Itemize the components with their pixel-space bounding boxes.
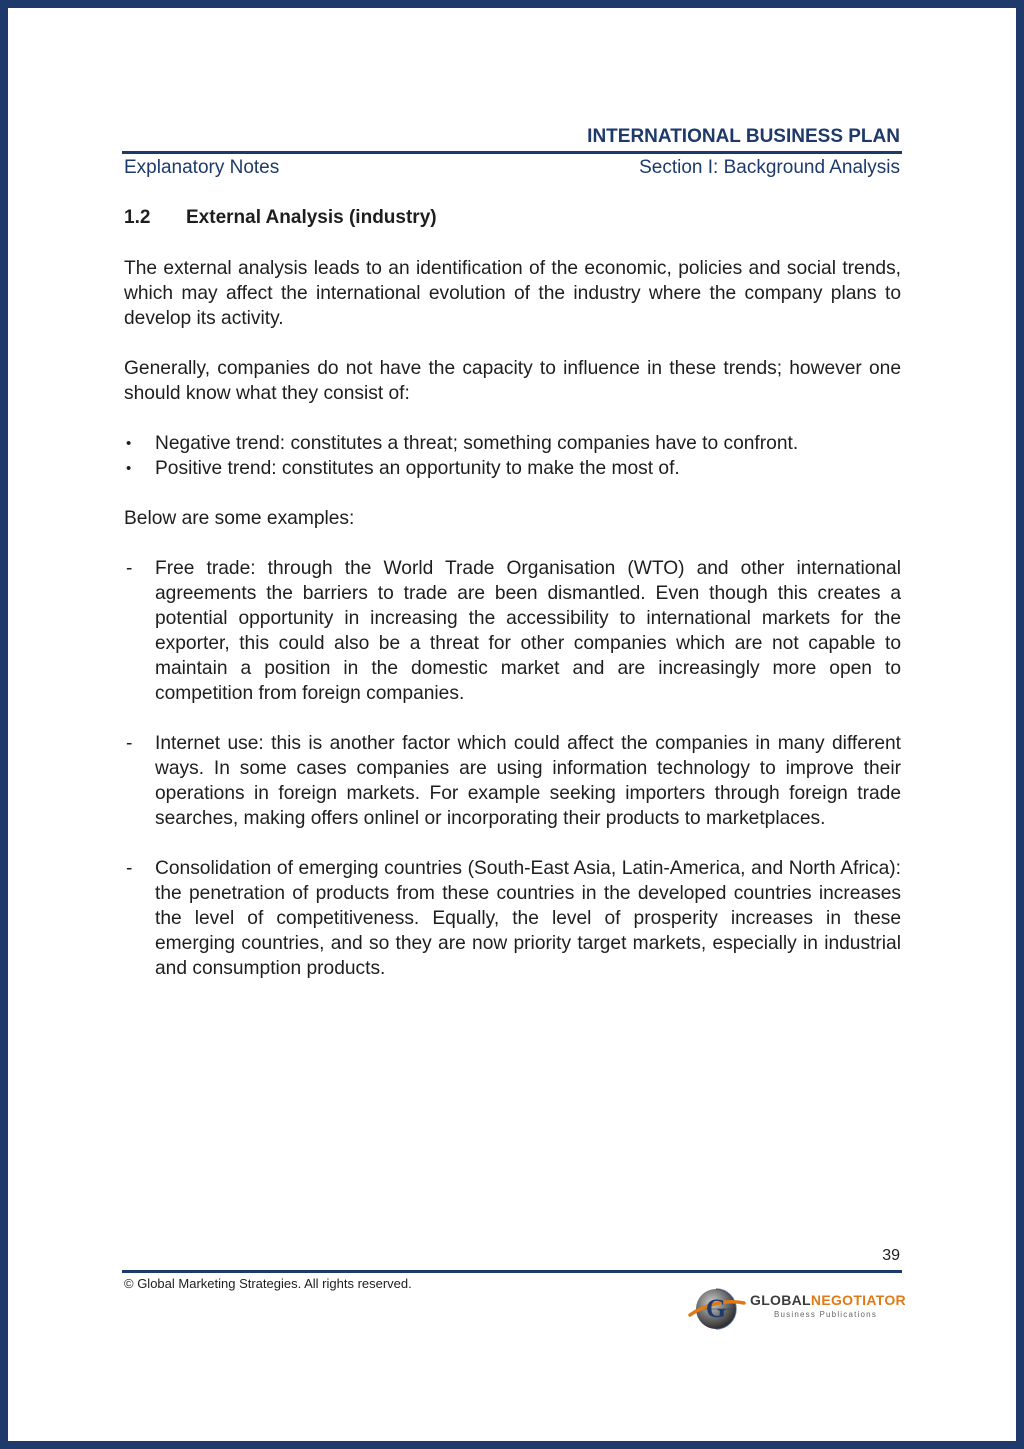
examples-intro: Below are some examples: xyxy=(124,508,355,529)
global-negotiator-logo xyxy=(686,1283,904,1333)
paragraph-2: Generally, companies do not have the capacity to influence in these trends; however one should know what they consist of: xyxy=(124,358,901,404)
dash-marker-icon: - xyxy=(126,558,133,579)
bullet-item xyxy=(124,431,901,456)
header-left-label: Explanatory Notes xyxy=(124,157,280,178)
document-title: INTERNATIONAL BUSINESS PLAN xyxy=(587,126,900,147)
logo-tagline: Business Publications xyxy=(774,1310,878,1319)
example-item xyxy=(124,731,901,831)
logo-wordmark: GLOBALNEGOTIATOR xyxy=(750,1292,906,1308)
example-text: Internet use: this is another factor which could affect the companies in many different ways. In some cases companies are using information technology to improve their operations in foreign markets. For example seeking importers through foreign trade searches, making offers onlinel or incorporating their products to marketplaces. xyxy=(155,733,901,829)
trend-bullet-list xyxy=(124,431,901,481)
bullet-text: Negative trend: constitutes a threat; something companies have to confront. xyxy=(155,433,799,454)
bullet-dot-icon: • xyxy=(126,435,132,452)
page-number: 39 xyxy=(882,1247,900,1264)
dash-marker-icon: - xyxy=(126,733,133,754)
bullet-dot-icon: • xyxy=(126,460,132,477)
example-text: Free trade: through the World Trade Organisation (WTO) and other international agreements the barriers to trade are been dismantled. Even though this creates a potential opportunity in increasing the accessibility to international markets for the exporter, this could also be a threat for other companies which are not capable to maintain a position in the domestic market and are increasingly more open to competition from foreign companies. xyxy=(155,558,901,704)
bullet-text: Positive trend: constitutes an opportunity to make the most of. xyxy=(155,458,680,479)
examples-list xyxy=(124,556,901,981)
footer-divider xyxy=(122,1270,902,1273)
example-item xyxy=(124,856,901,981)
copyright-notice: © Global Marketing Strategies. All rights reserved. xyxy=(124,1276,412,1291)
svg-text:G: G xyxy=(705,1294,727,1323)
header-section-label: Section I: Background Analysis xyxy=(639,157,900,178)
section-number: 1.2 xyxy=(124,207,151,228)
header-divider xyxy=(122,151,902,154)
bullet-item xyxy=(124,456,901,481)
paragraph-1: The external analysis leads to an identification of the economic, policies and social trends, which may affect the international evolution of the industry where the company plans to develop its activity. xyxy=(124,258,901,329)
globe-logo-icon xyxy=(686,1283,746,1333)
example-item xyxy=(124,556,901,706)
section-title: External Analysis (industry) xyxy=(186,207,437,228)
body-text xyxy=(124,256,901,1006)
dash-marker-icon: - xyxy=(126,858,133,879)
example-text: Consolidation of emerging countries (South-East Asia, Latin-America, and North Africa): the penetration of products from these countries in the developed countries increases the level of competitiveness. Equally, the level of prosperity increases in these emerging countries, and so they are now priority target markets, especially in industrial and consumption products. xyxy=(155,858,901,979)
section-heading xyxy=(124,207,437,229)
